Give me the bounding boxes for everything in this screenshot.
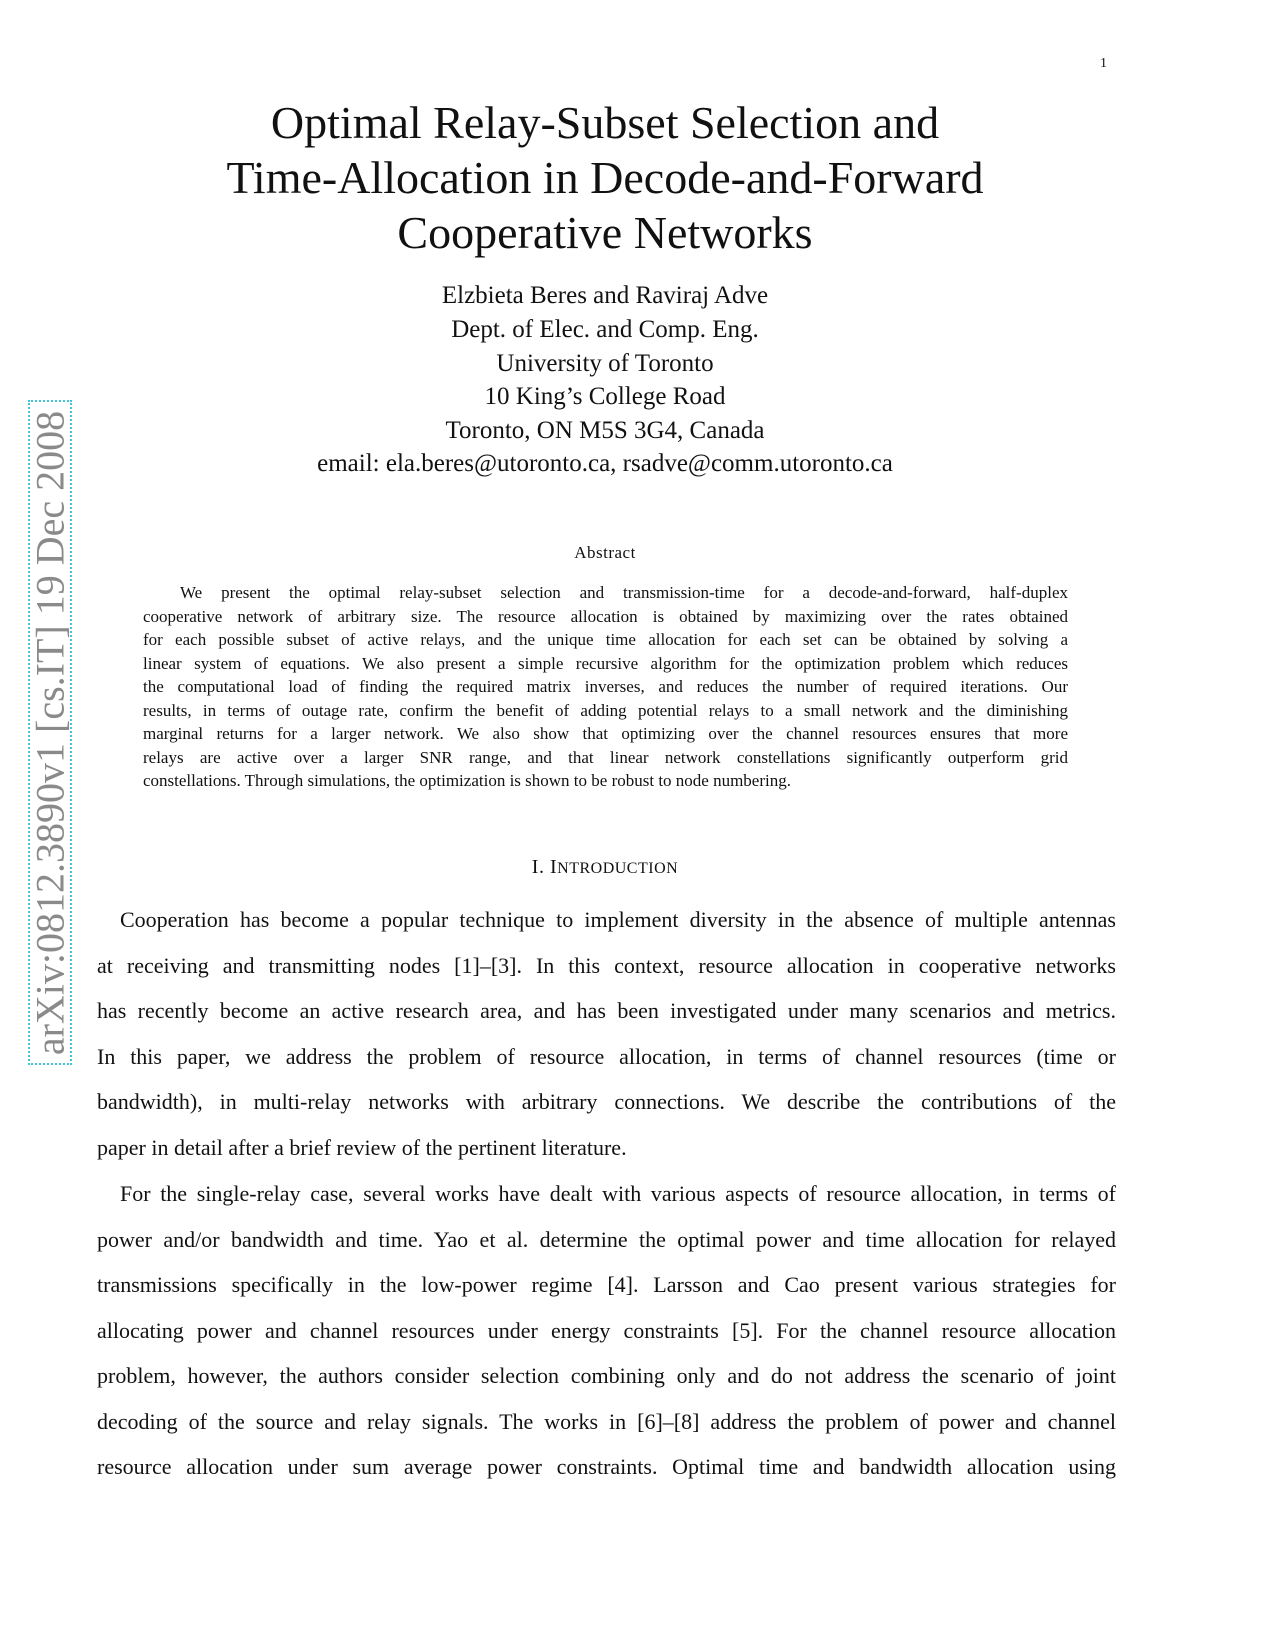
title-line-2: Time-Allocation in Decode-and-Forward bbox=[226, 152, 984, 203]
affiliation-university: University of Toronto bbox=[496, 350, 714, 377]
author-emails: email: ela.beres@utoronto.ca, rsadve@comm.utoronto.ca bbox=[317, 450, 893, 477]
arxiv-stamp bbox=[28, 400, 72, 1065]
affiliation-dept: Dept. of Elec. and Comp. Eng. bbox=[451, 316, 759, 343]
abstract-heading: Abstract bbox=[574, 543, 636, 562]
paragraph-1-line: has recently become an active research area, and has been investigated under many scenarios and metrics. bbox=[97, 998, 1116, 1023]
paragraph-2-line: transmissions specifically in the low-power regime [4]. Larsson and Cao present various strategies for bbox=[97, 1272, 1116, 1297]
affiliation-street: 10 King’s College Road bbox=[484, 383, 726, 410]
paragraph-1-line: Cooperation has become a popular technique to implement diversity in the absence of multiple antennas bbox=[120, 907, 1116, 932]
paragraph-2-line: resource allocation under sum average power constraints. Optimal time and bandwidth allocation using bbox=[97, 1454, 1116, 1479]
arxiv-stamp-text: arXiv:0812.3890v1 [cs.IT] 19 Dec 2008 bbox=[27, 410, 73, 1055]
abstract-line: results, in terms of outage rate, confirm the benefit of adding potential relays to a small network and the diminishing bbox=[143, 700, 1068, 720]
abstract-line: linear system of equations. We also present a simple recursive algorithm for the optimization problem which reduces bbox=[143, 653, 1068, 673]
paragraph-2-line: For the single-relay case, several works have dealt with various aspects of resource allocation, in terms of bbox=[120, 1181, 1116, 1206]
abstract-line: marginal returns for a larger network. We also show that optimizing over the channel resources ensures that more bbox=[143, 724, 1068, 743]
paragraph-1-line: bandwidth), in multi-relay networks with arbitrary connections. We describe the contributions of the bbox=[97, 1089, 1116, 1114]
paragraph-1-line: at receiving and transmitting nodes [1]–[3]. In this context, resource allocation in cooperative networks bbox=[97, 952, 1116, 978]
paragraph-2-line: decoding of the source and relay signals. The works in [6]–[8] address the problem of power and channel bbox=[97, 1408, 1116, 1434]
page-number: 1 bbox=[1100, 56, 1107, 71]
abstract-line: We present the optimal relay-subset selection and transmission-time for a decode-and-forward, half-duplex bbox=[180, 583, 1068, 602]
paragraph-2-line: allocating power and channel resources under energy constraints [5]. For the channel resource allocation bbox=[97, 1317, 1116, 1343]
section-heading-introduction: I. INTRODUCTION bbox=[531, 856, 679, 878]
paragraph-1-line: In this paper, we address the problem of resource allocation, in terms of channel resources (time or bbox=[97, 1043, 1116, 1069]
paragraph-2-line: power and/or bandwidth and time. Yao et al. determine the optimal power and time allocation for relayed bbox=[97, 1226, 1116, 1252]
abstract-line: relays are active over a larger SNR range, and that linear network constellations significantly outperform grid bbox=[143, 747, 1068, 767]
affiliation-city: Toronto, ON M5S 3G4, Canada bbox=[445, 417, 765, 444]
title-line-1: Optimal Relay-Subset Selection and bbox=[270, 97, 940, 148]
authors: Elzbieta Beres and Raviraj Adve bbox=[441, 282, 769, 309]
paragraph-2-line: problem, however, the authors consider selection combining only and do not address the scenario of joint bbox=[97, 1363, 1116, 1388]
abstract-line: constellations. Through simulations, the optimization is shown to be robust to node numbering. bbox=[143, 771, 791, 790]
abstract-line: the computational load of finding the required matrix inverses, and reduces the number of required iterations. Our bbox=[143, 677, 1068, 696]
abstract-line: cooperative network of arbitrary size. The resource allocation is obtained by maximizing over the rates obtained bbox=[143, 606, 1068, 626]
title-line-3: Cooperative Networks bbox=[397, 207, 813, 258]
abstract-line: for each possible subset of active relays, and the unique time allocation for each set can be obtained by solving a bbox=[143, 630, 1068, 649]
paragraph-1-line: paper in detail after a brief review of the pertinent literature. bbox=[97, 1134, 627, 1160]
